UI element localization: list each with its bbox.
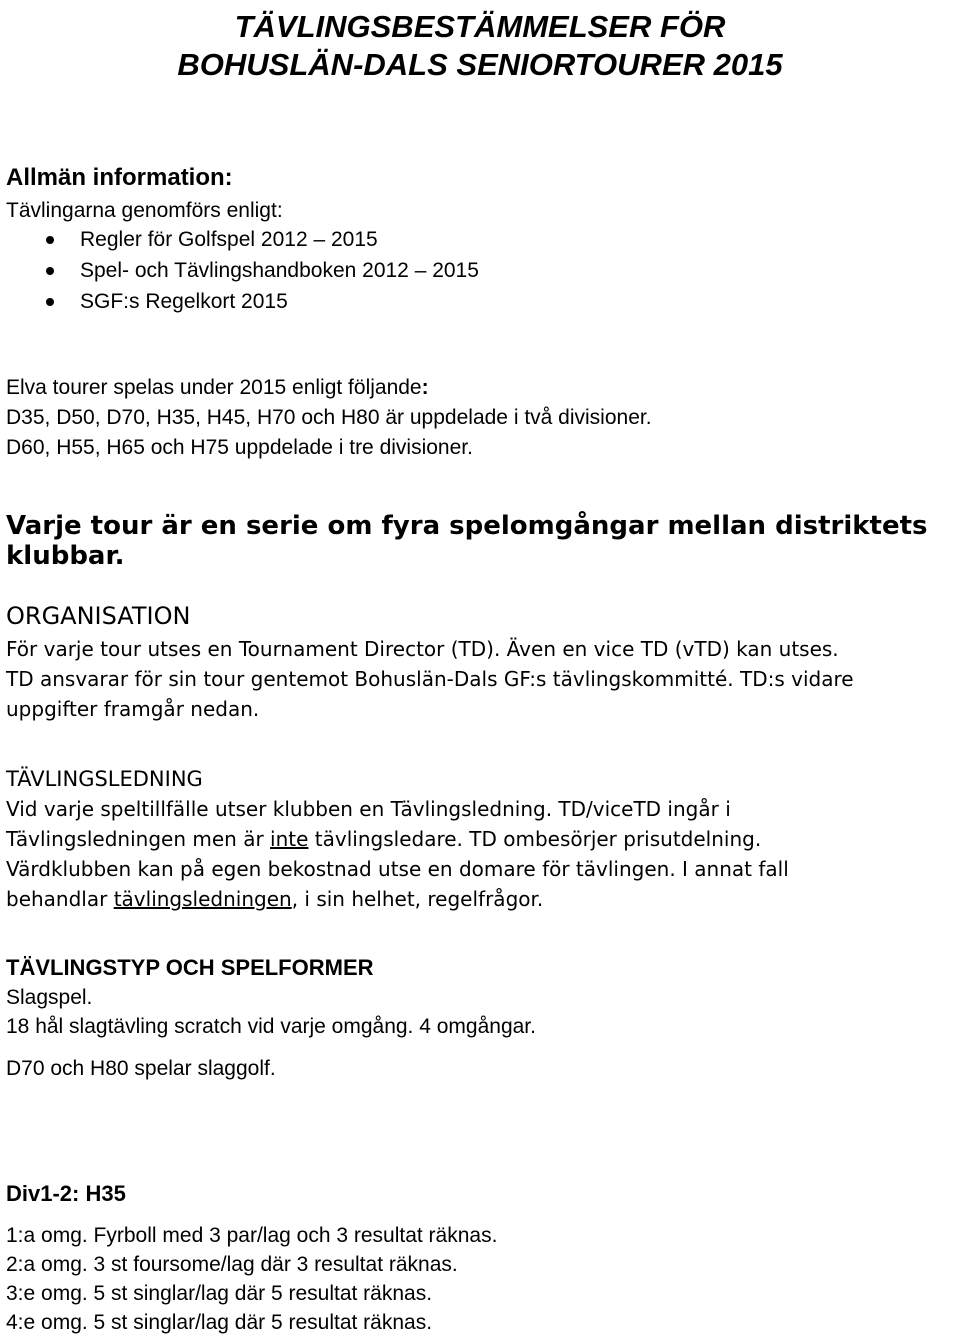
organisation-heading: ORGANISATION xyxy=(6,602,191,630)
tours-line-1: Elva tourer spelas under 2015 enligt följande: xyxy=(6,376,429,399)
tavlingstyp-line-1: Slagspel. xyxy=(6,986,93,1009)
tavlingsledning-heading: TÄVLINGSLEDNING xyxy=(6,767,203,791)
div-rounds xyxy=(6,1221,497,1337)
list-item: 1:a omg. Fyrboll med 3 par/lag och 3 resultat räknas. xyxy=(6,1224,498,1247)
tours-line-3: D60, H55, H65 och H75 uppdelade i tre divisioner. xyxy=(6,436,473,459)
title-line-2: BOHUSLÄN-DALS SENIORTOURER 2015 xyxy=(177,47,783,82)
list-item: 3:e omg. 5 st singlar/lag där 5 resultat räknas. xyxy=(6,1282,433,1305)
tavlingstyp-line-3: D70 och H80 spelar slaggolf. xyxy=(6,1057,276,1080)
document-title xyxy=(0,8,960,84)
tours-paragraph xyxy=(6,373,652,463)
bullet-icon xyxy=(46,236,54,244)
div-heading: Div1-2: H35 xyxy=(6,1181,126,1206)
bullet-icon xyxy=(46,267,54,275)
title-line-1: TÄVLINGSBESTÄMMELSER FÖR xyxy=(234,9,726,44)
tavlingstyp-heading: TÄVLINGSTYP OCH SPELFORMER xyxy=(6,955,374,980)
series-statement: Varje tour är en serie om fyra spelomgångar mellan distriktets klubbar. xyxy=(6,511,928,571)
list-item: Regler för Golfspel 2012 – 2015 xyxy=(0,224,479,255)
list-item: 4:e omg. 5 st singlar/lag där 5 resultat räknas. xyxy=(6,1311,433,1334)
rules-list xyxy=(0,224,479,317)
bullet-icon xyxy=(46,298,54,306)
list-item: SGF:s Regelkort 2015 xyxy=(0,286,479,317)
list-item: 2:a omg. 3 st foursome/lag där 3 resultat räknas. xyxy=(6,1253,458,1276)
general-heading: Allmän information: xyxy=(6,164,233,191)
general-intro: Tävlingarna genomförs enligt: xyxy=(6,199,283,222)
list-item: Spel- och Tävlingshandboken 2012 – 2015 xyxy=(0,255,479,286)
tavlingstyp-line-2: 18 hål slagtävling scratch vid varje omgång. 4 omgångar. xyxy=(6,1015,536,1038)
tours-line-2: D35, D50, D70, H35, H45, H70 och H80 är uppdelade i två divisioner. xyxy=(6,406,652,429)
tavlingsledning-paragraph: Vid varje speltillfälle utser klubben en Tävlingsledning. TD/viceTD ingår i Tävlingsledningen men är inte tävlingsledare. TD ombesörjer prisutdelning. Värdklubben kan på egen bekostnad utse en domare för tävlingen. I annat fall behandlar tävlingsledningen, i sin helhet, regelfrågor. xyxy=(6,797,789,911)
organisation-paragraph: För varje tour utses en Tournament Director (TD). Även en vice TD (vTD) kan utses. TD ansvarar för sin tour gentemot Bohuslän-Dals GF:s tävlingskommitté. TD:s vidare uppgifter framgår nedan. xyxy=(6,637,854,721)
